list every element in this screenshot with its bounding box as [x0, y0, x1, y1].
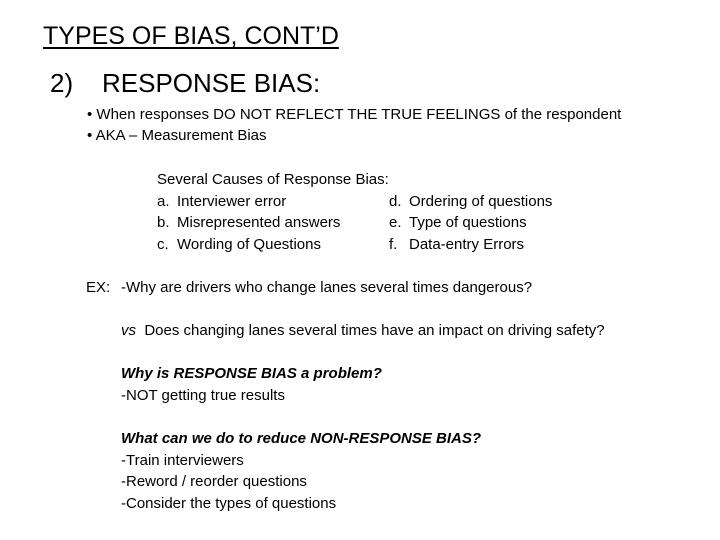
- cause-text: Type of questions: [409, 214, 527, 231]
- cause-item: [389, 191, 552, 213]
- bullet-item: • AKA – Measurement Bias: [87, 127, 267, 144]
- problem-heading: Why is RESPONSE BIAS a problem?: [121, 365, 382, 382]
- cause-item: [157, 212, 389, 234]
- causes-heading: Several Causes of Response Bias:: [157, 171, 389, 188]
- vs-label: vs: [121, 322, 136, 339]
- cause-item: [157, 234, 389, 256]
- cause-text: Interviewer error: [177, 192, 287, 210]
- causes-row: [157, 234, 552, 256]
- cause-text: Misrepresented answers: [177, 214, 341, 231]
- example-vs-line: [121, 320, 605, 341]
- causes-row: [157, 191, 552, 213]
- example-line: [86, 277, 532, 298]
- section-number: 2): [50, 68, 74, 98]
- reduce-heading: What can we do to reduce NON-RESPONSE BIAS?: [121, 430, 482, 447]
- cause-text: Ordering of questions: [409, 192, 553, 210]
- reduce-answer: -Reword / reorder questions: [121, 473, 307, 490]
- section-title: RESPONSE BIAS:: [102, 68, 321, 98]
- cause-letter: f.: [389, 235, 398, 253]
- example-question-1: -Why are drivers who change lanes several times dangerous?: [121, 279, 533, 296]
- bullet-item: • When responses DO NOT REFLECT THE TRUE FEELINGS of the respondent: [87, 106, 622, 123]
- cause-text: Data-entry Errors: [409, 235, 525, 253]
- causes-table: [157, 191, 552, 256]
- causes-block: [157, 169, 552, 255]
- cause-letter: d.: [389, 192, 402, 210]
- cause-letter: e.: [389, 214, 402, 231]
- example-question-2: Does changing lanes several times have an impact on driving safety?: [144, 322, 605, 339]
- cause-item: [157, 191, 389, 213]
- cause-letter: a.: [157, 192, 170, 210]
- cause-text: Wording of Questions: [177, 235, 321, 253]
- problem-answer: -NOT getting true results: [121, 386, 285, 404]
- causes-row: [157, 212, 552, 234]
- cause-item: [389, 234, 552, 256]
- section-heading: [50, 68, 320, 99]
- cause-letter: c.: [157, 235, 169, 253]
- slide-title: TYPES OF BIAS, CONT’D: [43, 22, 339, 50]
- cause-item: [389, 212, 552, 234]
- problem-block: [121, 363, 382, 406]
- cause-letter: b.: [157, 214, 170, 231]
- reduce-block: [121, 428, 481, 514]
- reduce-answer: -Consider the types of questions: [121, 494, 337, 512]
- definition-bullets: [87, 104, 621, 146]
- example-label: EX:: [86, 279, 111, 296]
- reduce-answer: -Train interviewers: [121, 451, 244, 469]
